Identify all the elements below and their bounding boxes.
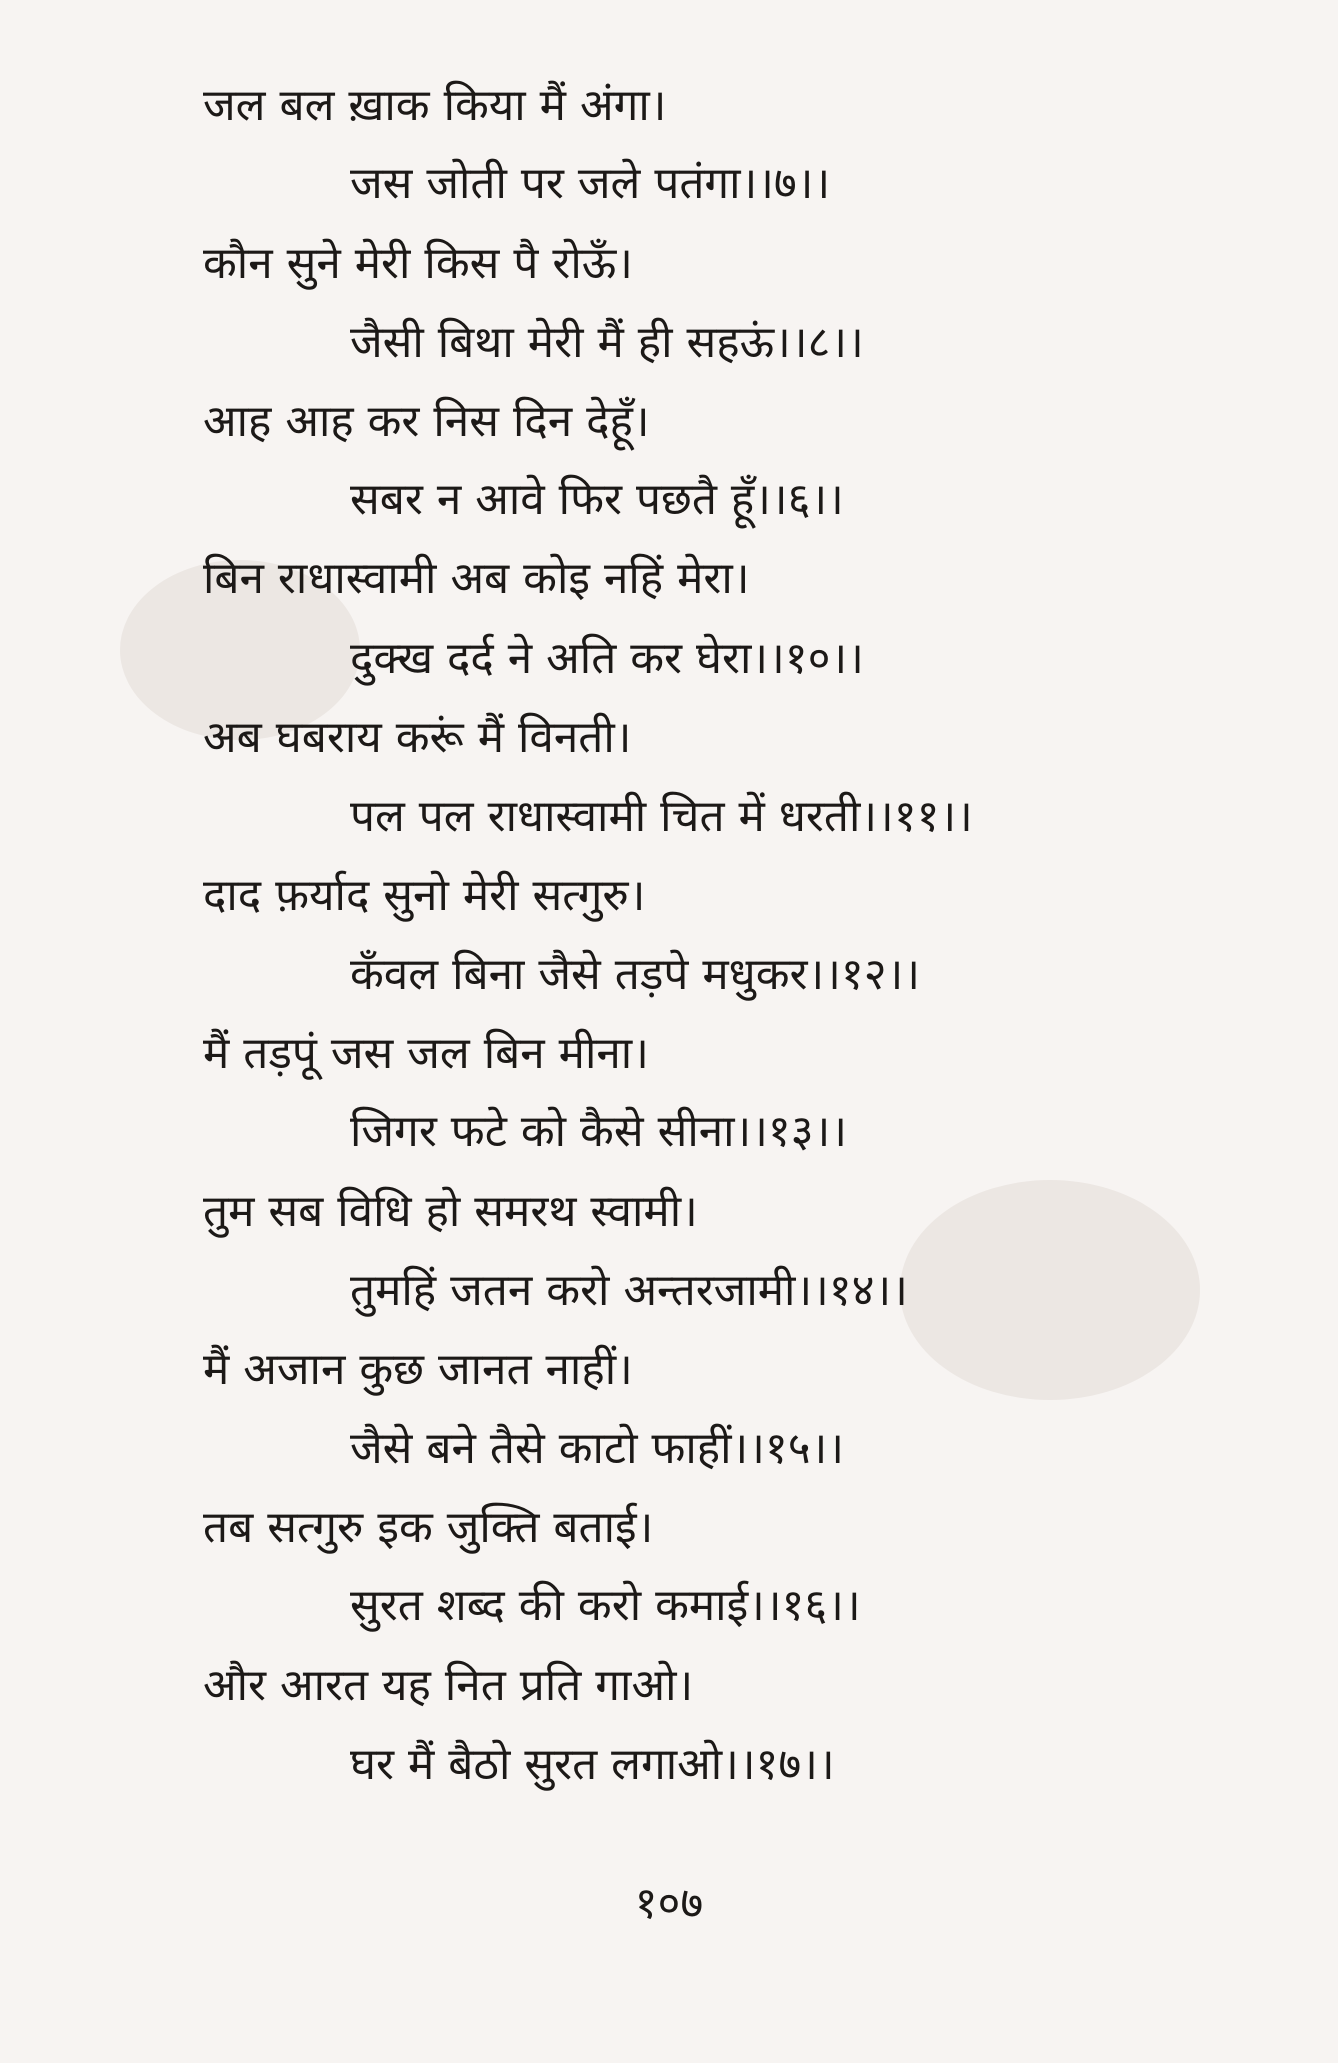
verse-line-8: दुक्ख दर्द ने अति कर घेरा।।१०।। [350, 633, 864, 684]
verse-line-17: मैं अजान कुछ जानत नाहीं। [203, 1344, 633, 1395]
verse-line-7: बिन राधास्वामी अब कोइ नहिं मेरा। [203, 553, 750, 604]
verse-line-14: जिगर फटे को कैसे सीना।।१३।। [350, 1106, 848, 1157]
verse-line-16: तुमहिं जतन करो अन्तरजामी।।१४।। [350, 1265, 908, 1316]
verse-line-10: पल पल राधास्वामी चित में धरती।।११।। [350, 791, 973, 842]
verse-line-6: सबर न आवे फिर पछतै हूँ।।६।। [350, 474, 844, 525]
verse-line-18: जैसे बने तैसे काटो फाहीं।।१५।। [350, 1423, 845, 1474]
verse-line-13: मैं तड़पूं जस जल बिन मीना। [203, 1028, 649, 1079]
verse-line-1: जल बल ख़ाक किया मैं अंगा। [203, 80, 667, 131]
verse-line-11: दाद फ़र्याद सुनो मेरी सत्गुरु। [203, 870, 646, 921]
verse-line-9: अब घबराय करूं मैं विनती। [203, 712, 632, 763]
verse-line-3: कौन सुने मेरी किस पै रोऊँ। [203, 238, 633, 289]
verse-line-2: जस जोती पर जले पतंगा।।७।। [350, 158, 831, 209]
verse-line-20: सुरत शब्द की करो कमाई।।१६।। [350, 1580, 861, 1631]
paper-stain [900, 1180, 1200, 1400]
verse-line-5: आह आह कर निस दिन देहूँ। [203, 396, 650, 447]
verse-line-12: कँवल बिना जैसे तड़पे मधुकर।।१२।। [350, 949, 920, 1000]
verse-line-4: जैसी बिथा मेरी मैं ही सहऊं।।८।। [350, 317, 864, 368]
verse-line-21: और आरत यह नित प्रति गाओ। [203, 1660, 694, 1711]
page-number: १०७ [634, 1878, 704, 1929]
verse-line-22: घर मैं बैठो सुरत लगाओ।।१७।। [350, 1739, 835, 1790]
verse-line-19: तब सत्गुरु इक जुक्ति बताई। [203, 1502, 654, 1553]
verse-line-15: तुम सब विधि हो समरथ स्वामी। [203, 1186, 698, 1237]
